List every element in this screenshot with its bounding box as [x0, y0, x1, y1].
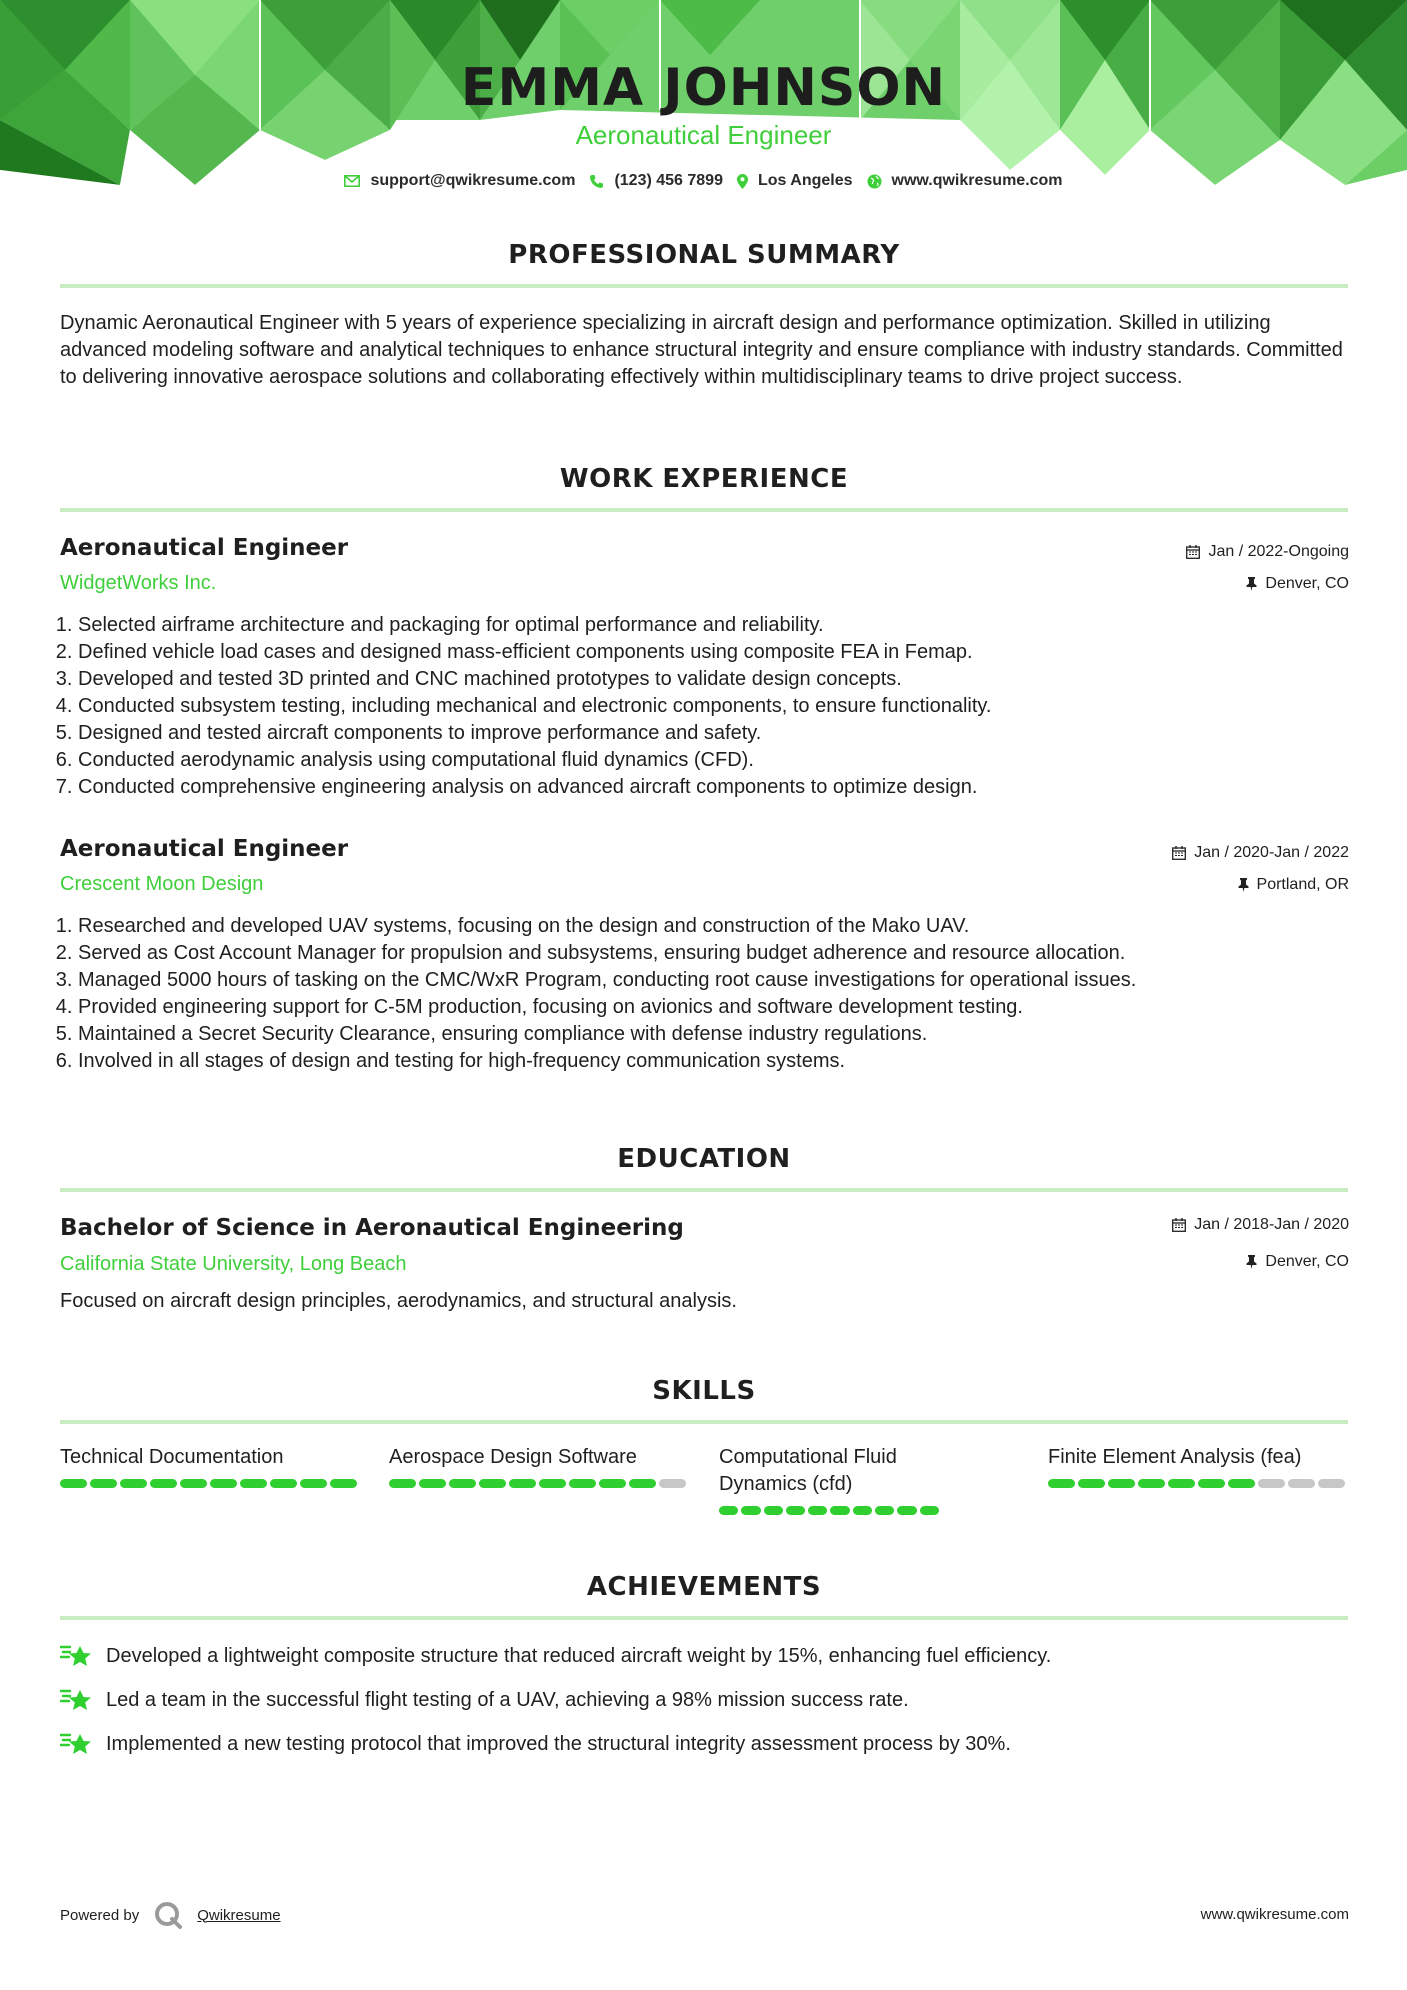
contact-email[interactable]	[344, 172, 575, 190]
job-title: Aeronautical Engineer	[60, 836, 349, 862]
powered-by-label: Powered by	[60, 1906, 140, 1924]
skill-level-segment	[808, 1506, 827, 1515]
contact-website-text: www.qwikresume.com	[891, 172, 1063, 189]
skill-level-segment	[419, 1479, 446, 1488]
school-name: California State University, Long Beach	[60, 1253, 407, 1275]
skill-level-segment	[270, 1479, 297, 1488]
skill-level-segment	[449, 1479, 476, 1488]
qwikresume-link[interactable]: Qwikresume	[197, 1906, 281, 1924]
job-location	[1246, 575, 1349, 593]
achievement-text: Implemented a new testing protocol that improved the structural integrity assessment process by 30%.	[106, 1732, 1011, 1755]
job-duty: 2. Defined vehicle load cases and designed mass-efficient components using composite FEA in Femap.	[78, 639, 1368, 666]
degree-title: Bachelor of Science in Aeronautical Engineering	[60, 1215, 684, 1241]
skill-level-segment	[659, 1479, 686, 1488]
skill-level-segment	[1318, 1479, 1345, 1488]
skill-item	[389, 1444, 689, 1488]
skill-name: Finite Element Analysis (fea)	[1048, 1446, 1302, 1468]
achievement-item	[60, 1642, 1051, 1670]
achievement-text: Developed a lightweight composite structure that reduced aircraft weight by 15%, enhancing fuel efficiency.	[106, 1644, 1052, 1667]
job-duty: 6. Conducted aerodynamic analysis using computational fluid dynamics (CFD).	[78, 747, 1368, 774]
skill-item	[60, 1444, 360, 1488]
job-duty: 7. Conducted comprehensive engineering analysis on advanced aircraft components to optimize design.	[78, 774, 1368, 801]
skill-level-segment	[1228, 1479, 1255, 1488]
skill-item	[719, 1444, 939, 1515]
summary-divider	[60, 284, 1348, 288]
skill-level-segment	[1078, 1479, 1105, 1488]
achievement-item	[60, 1686, 909, 1714]
contact-email-text: support@qwikresume.com	[370, 172, 576, 189]
skill-level-bar	[719, 1506, 939, 1515]
job-duty: 1. Selected airframe architecture and packaging for optimal performance and reliability.	[78, 612, 1368, 639]
skill-level-segment	[180, 1479, 207, 1488]
skill-level-segment	[389, 1479, 416, 1488]
skill-level-segment	[1168, 1479, 1195, 1488]
skill-level-segment	[1258, 1479, 1285, 1488]
contact-phone-text: (123) 456 7899	[614, 172, 723, 189]
job-duties-list	[60, 913, 1368, 1075]
envelope-icon	[344, 175, 360, 187]
skill-level-segment	[786, 1506, 805, 1515]
pin-icon	[1246, 577, 1257, 591]
job-duties-list	[60, 612, 1368, 801]
contact-phone[interactable]	[589, 172, 723, 190]
achievement-item	[60, 1730, 1011, 1758]
job-duty: 3. Managed 5000 hours of tasking on the CMC/WxR Program, conducting root cause investigations for operational issues.	[78, 967, 1368, 994]
skills-heading: SKILLS	[652, 1376, 756, 1406]
experience-divider	[60, 508, 1348, 512]
skill-level-segment	[853, 1506, 872, 1515]
star-icon	[60, 1642, 94, 1670]
skill-name: Technical Documentation	[60, 1446, 284, 1468]
skill-level-segment	[629, 1479, 656, 1488]
map-marker-icon	[737, 174, 748, 189]
footer-branding	[60, 1900, 281, 1930]
skill-level-segment	[1288, 1479, 1315, 1488]
skill-level-segment	[330, 1479, 357, 1488]
star-icon	[60, 1686, 94, 1714]
job-dates	[1186, 543, 1349, 561]
summary-text: Dynamic Aeronautical Engineer with 5 years of experience specializing in aircraft design and performance optimization. Skilled in utilizing advanced modeling software and analytical techniques to enhance structural integrity and ensure compliance with industry standards. Committed to delivering innovative aerospace solutions and collaborating effectively within multidisciplinary teams to drive project success.	[60, 312, 1343, 388]
skill-name: Computational Fluid Dynamics (cfd)	[719, 1446, 897, 1495]
contact-location-text: Los Angeles	[757, 172, 853, 189]
contact-website[interactable]	[867, 172, 1063, 190]
education-location-text: Denver, CO	[1265, 1253, 1349, 1270]
skill-level-segment	[210, 1479, 237, 1488]
achievement-text: Led a team in the successful flight testing of a UAV, achieving a 98% mission success rate.	[106, 1688, 909, 1711]
skill-level-segment	[897, 1506, 916, 1515]
job-location	[1238, 876, 1349, 894]
star-icon	[60, 1730, 94, 1758]
skill-level-segment	[240, 1479, 267, 1488]
skill-level-segment	[300, 1479, 327, 1488]
calendar-icon	[1186, 545, 1200, 559]
experience-heading: WORK EXPERIENCE	[559, 464, 849, 494]
calendar-icon	[1172, 1218, 1186, 1232]
job-duty: 5. Designed and tested aircraft components to improve performance and safety.	[78, 720, 1368, 747]
globe-icon	[867, 174, 882, 189]
education-heading: EDUCATION	[617, 1144, 791, 1174]
contact-location	[737, 172, 853, 190]
job-dates-text: Jan / 2020-Jan / 2022	[1194, 844, 1349, 861]
skill-level-segment	[920, 1506, 939, 1515]
skill-level-segment	[569, 1479, 596, 1488]
skill-level-bar	[1048, 1479, 1348, 1488]
job-duty: 4. Provided engineering support for C-5M production, focusing on avionics and software development testing.	[78, 994, 1368, 1021]
job-location-text: Portland, OR	[1256, 876, 1349, 893]
contact-bar	[0, 172, 1407, 190]
job-duty: 6. Involved in all stages of design and testing for high-frequency communication systems.	[78, 1048, 1368, 1075]
education-description: Focused on aircraft design principles, aerodynamics, and structural analysis.	[60, 1290, 737, 1312]
job-company: WidgetWorks Inc.	[60, 572, 217, 594]
job-duty: 3. Developed and tested 3D printed and CNC machined prototypes to validate design concepts.	[78, 666, 1368, 693]
job-duty: 1. Researched and developed UAV systems, focusing on the design and construction of the Mako UAV.	[78, 913, 1368, 940]
job-duty: 2. Served as Cost Account Manager for propulsion and subsystems, ensuring budget adherence and resource allocation.	[78, 940, 1368, 967]
skill-item	[1048, 1444, 1348, 1488]
achievements-divider	[60, 1616, 1348, 1620]
job-company: Crescent Moon Design	[60, 873, 264, 895]
job-location-text: Denver, CO	[1265, 575, 1349, 592]
candidate-name: EMMA JOHNSON	[460, 58, 947, 118]
skill-level-segment	[1108, 1479, 1135, 1488]
job-title: Aeronautical Engineer	[60, 535, 349, 561]
phone-icon	[589, 174, 604, 189]
skill-level-segment	[719, 1506, 738, 1515]
calendar-icon	[1172, 846, 1186, 860]
pin-icon	[1246, 1255, 1257, 1269]
skill-name: Aerospace Design Software	[389, 1446, 637, 1468]
skill-level-segment	[1048, 1479, 1075, 1488]
qwikresume-logo-icon	[153, 1900, 183, 1930]
skill-level-bar	[389, 1479, 689, 1488]
skill-level-segment	[120, 1479, 147, 1488]
skill-level-segment	[875, 1506, 894, 1515]
skills-divider	[60, 1420, 1348, 1424]
skill-level-segment	[60, 1479, 87, 1488]
education-dates-text: Jan / 2018-Jan / 2020	[1194, 1216, 1349, 1233]
education-location	[1246, 1253, 1349, 1271]
skill-level-segment	[479, 1479, 506, 1488]
skill-level-segment	[764, 1506, 783, 1515]
job-dates-text: Jan / 2022-Ongoing	[1208, 543, 1349, 560]
skill-level-segment	[539, 1479, 566, 1488]
job-duty: 4. Conducted subsystem testing, including mechanical and electronic components, to ensure functionality.	[78, 693, 1368, 720]
skill-level-segment	[1198, 1479, 1225, 1488]
education-dates	[1172, 1216, 1349, 1234]
skill-level-segment	[509, 1479, 536, 1488]
job-dates	[1172, 844, 1349, 862]
skill-level-segment	[1138, 1479, 1165, 1488]
skill-level-segment	[150, 1479, 177, 1488]
achievements-heading: ACHIEVEMENTS	[586, 1572, 822, 1602]
footer-website[interactable]: www.qwikresume.com	[1200, 1906, 1349, 1923]
summary-heading: PROFESSIONAL SUMMARY	[508, 240, 900, 270]
skill-level-segment	[741, 1506, 760, 1515]
candidate-title: Aeronautical Engineer	[575, 120, 832, 150]
education-divider	[60, 1188, 1348, 1192]
skill-level-segment	[599, 1479, 626, 1488]
job-duty: 5. Maintained a Secret Security Clearance, ensuring compliance with defense industry regulations.	[78, 1021, 1368, 1048]
skill-level-bar	[60, 1479, 360, 1488]
skill-level-segment	[90, 1479, 117, 1488]
pin-icon	[1238, 878, 1249, 892]
skill-level-segment	[830, 1506, 849, 1515]
